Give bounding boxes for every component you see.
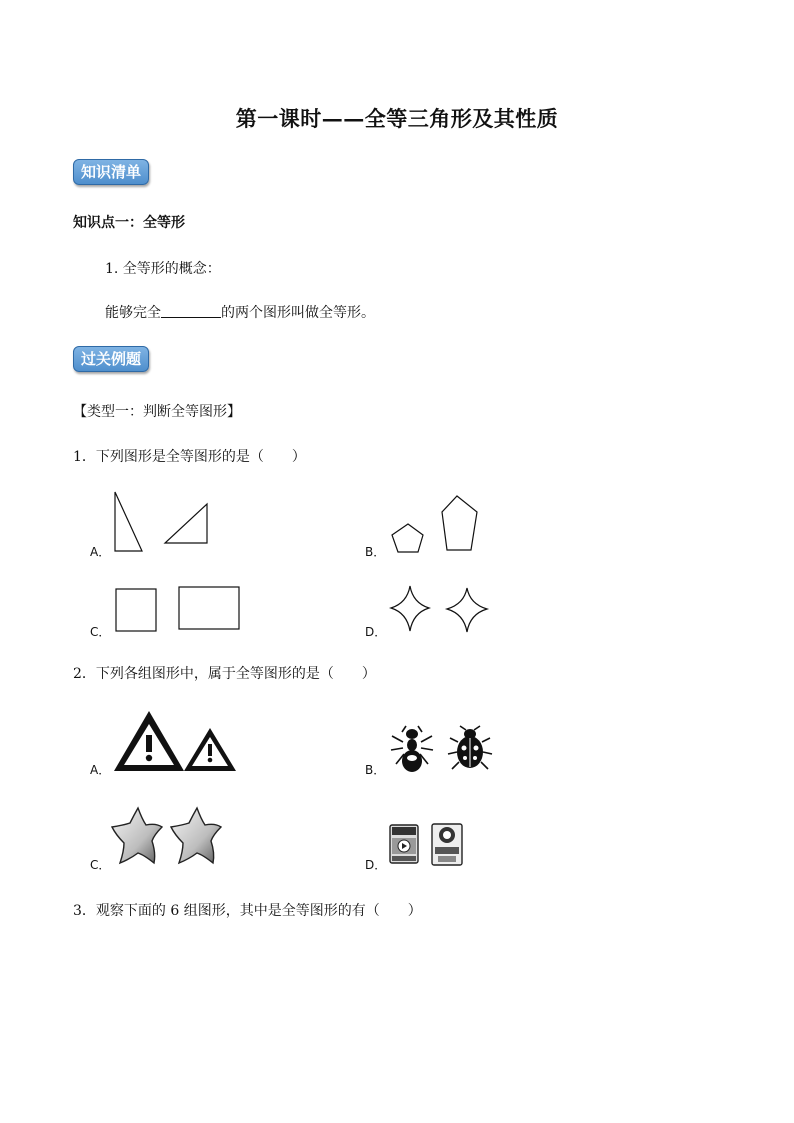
section-badge-knowledge: 知识清单 xyxy=(73,159,149,185)
q2-option-c-label: C． xyxy=(90,858,111,872)
q2-option-d-label: D． xyxy=(365,858,387,872)
type-heading: 【类型一：判断全等图形】 xyxy=(73,404,241,420)
q1-option-d-label: D． xyxy=(365,625,387,639)
question-3-stem: 3．观察下面的 6 组图形，其中是全等图形的有（ ） xyxy=(73,903,422,919)
two-four-point-stars-icon xyxy=(385,583,495,635)
q2-option-b-label: B． xyxy=(365,763,386,777)
q1-option-b-label: B． xyxy=(365,545,386,559)
q2-option-a-label: A． xyxy=(90,763,111,777)
ant-and-beetle-icon xyxy=(388,722,493,774)
definition-line xyxy=(105,302,375,322)
question-1-stem: 1．下列图形是全等图形的是（ ） xyxy=(73,449,306,465)
page-title: 第一课时——全等三角形及其性质 xyxy=(235,106,559,131)
question-2-stem: 2．下列各组图形中，属于全等图形的是（ ） xyxy=(73,666,376,682)
square-and-rectangle-icon xyxy=(108,583,243,635)
q1-option-c-label: C． xyxy=(90,625,111,639)
two-pentagons-icon xyxy=(385,492,485,554)
knowledge-point-heading: 知识点一：全等形 xyxy=(73,215,185,231)
section-badge-examples: 过关例题 xyxy=(73,346,149,372)
q1-option-a-label: A． xyxy=(90,545,111,559)
definition-text-before: 能够完全 xyxy=(105,305,161,321)
knowledge-item: 1. 全等形的概念： xyxy=(105,261,221,277)
two-right-triangles-icon xyxy=(108,488,218,558)
definition-text-after: 的两个图形叫做全等形。 xyxy=(221,305,375,321)
two-warning-triangles-icon xyxy=(112,708,242,774)
fill-blank xyxy=(161,303,221,318)
two-dvd-cases-icon xyxy=(388,822,468,868)
two-starfish-icon xyxy=(110,805,230,867)
